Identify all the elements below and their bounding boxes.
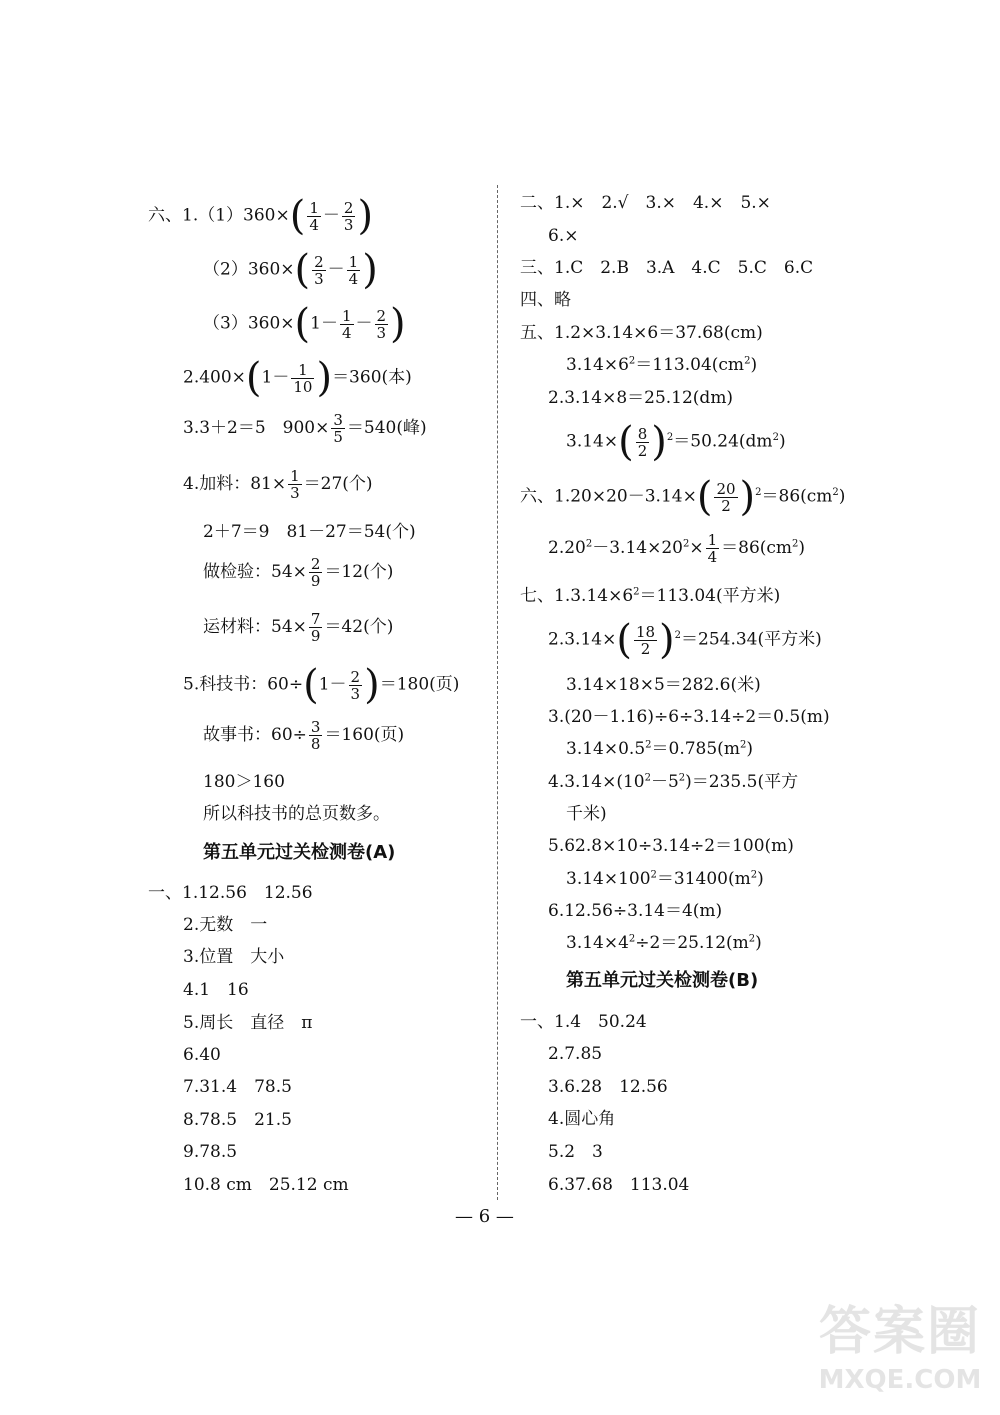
answer-line: 6.12.56÷3.14＝4(m) xyxy=(548,901,723,921)
column-divider xyxy=(497,185,498,1200)
answer-line: 五、1.2×3.14×6＝37.68(cm) xyxy=(520,323,763,343)
answer-line: 六、1.（1）360×( $\frac{1}{4}$ － $\frac{2}{3}$ ) xyxy=(148,193,374,239)
watermark-logo xyxy=(810,1300,990,1410)
answer-line: 四、略 xyxy=(520,290,571,310)
answer-line: $3.14\times 100^2=31400(m^2)$ xyxy=(566,869,764,889)
answer-line: 2.3.14×( $\frac{18}{2}$ )$^2$＝254.34(平方米) xyxy=(548,617,822,663)
page-number: — 6 — xyxy=(455,1206,514,1227)
answer-line: 2＋7＝9 81－27＝54(个) xyxy=(203,522,416,542)
answer-line: 二、1.× 2.√ 3.× 4.× 5.× xyxy=(520,193,771,213)
answer-line: （3）360×(1－ $\frac{1}{4}$ － $\frac{2}{3}$ ) xyxy=(203,301,406,347)
watermark-title: 答案圈 xyxy=(818,1302,981,1362)
answer-line: $2.20^2-3.14\times 20^2\times$ $\frac{1}{4}$ $=86(cm^2)$ xyxy=(548,531,806,566)
list-item: 一、1.4 50.24 xyxy=(520,1012,647,1032)
answer-line: 3.(20－1.16)÷6÷3.14÷2＝0.5(m) xyxy=(548,707,830,727)
list-item: 9.78.5 xyxy=(183,1142,238,1162)
answer-line: 故事书：60÷ $\frac{3}{8}$ ＝160(页) xyxy=(203,718,405,753)
list-item: 2.无数 一 xyxy=(183,915,268,935)
list-item: 4.1 16 xyxy=(183,980,249,1000)
list-item: 5.2 3 xyxy=(548,1142,603,1162)
answer-line: $3.14\times 0.5^2=0.785(m^2)$ xyxy=(566,739,753,759)
list-item: 6.37.68 113.04 xyxy=(548,1175,690,1195)
answer-line: 180＞160 xyxy=(203,772,285,792)
list-item: 5.周长 直径 π xyxy=(183,1013,313,1033)
list-item: 一、1.12.56 12.56 xyxy=(148,883,313,903)
answer-line: 5.科技书：60÷(1－ $\frac{2}{3}$ )＝180(页) xyxy=(183,662,460,708)
answer-line: （2）360×( $\frac{2}{3}$ － $\frac{1}{4}$ ) xyxy=(203,247,378,293)
section-heading: 第五单元过关检测卷(A) xyxy=(203,842,396,863)
answer-line: 七、$1.3.14\times 6^2=113.04$(平方米) xyxy=(520,586,781,606)
answer-line: 三、1.C 2.B 3.A 4.C 5.C 6.C xyxy=(520,258,814,278)
answer-line: 2.3.14×8＝25.12(dm) xyxy=(548,388,734,408)
answer-line: $4.3.14\times(10^2-5^2)=235.5$(平方 xyxy=(548,772,799,792)
answer-line: 3.14×18×5＝282.6(米) xyxy=(566,675,761,695)
answer-line: 4.加料：81× $\frac{1}{3}$ ＝27(个) xyxy=(183,467,373,502)
answer-line: 3.3＋2＝5 900× $\frac{3}{5}$ ＝540(峰) xyxy=(183,411,427,446)
list-item: 4.圆心角 xyxy=(548,1109,616,1129)
answer-line: $3.14\times 6^2=113.04(cm^2)$ xyxy=(566,355,758,375)
answer-line: 6.× xyxy=(548,226,579,246)
answer-line: 2.400×(1－ $\frac{1}{10}$ )＝360(本) xyxy=(183,355,412,401)
section-heading: 第五单元过关检测卷(B) xyxy=(566,970,759,991)
list-item: 10.8 cm 25.12 cm xyxy=(183,1175,349,1195)
answer-line: 千米) xyxy=(566,804,607,824)
list-item: 2.7.85 xyxy=(548,1044,603,1064)
answer-line: 六、1.20×20－3.14×( $\frac{20}{2}$ )$^2=86(cm^2)$ xyxy=(520,474,846,520)
list-item: 3.6.28 12.56 xyxy=(548,1077,668,1097)
answer-line: 做检验：54× $\frac{2}{9}$ ＝12(个) xyxy=(203,555,394,590)
answer-line: 3.14×( $\frac{8}{2}$ )$^2=50.24(dm^2)$ xyxy=(566,419,786,465)
answer-line: 运材料：54× $\frac{7}{9}$ ＝42(个) xyxy=(203,610,394,645)
list-item: 8.78.5 21.5 xyxy=(183,1110,292,1130)
answer-line: 5.62.8×10÷3.14÷2＝100(m) xyxy=(548,836,794,856)
answer-line: 所以科技书的总页数多。 xyxy=(203,804,390,824)
list-item: 6.40 xyxy=(183,1045,221,1065)
watermark-url: MXQE.COM xyxy=(818,1365,982,1395)
list-item: 3.位置 大小 xyxy=(183,947,285,967)
list-item: 7.31.4 78.5 xyxy=(183,1077,292,1097)
answer-line: $3.14\times 4^2\div 2=25.12(m^2)$ xyxy=(566,933,762,953)
